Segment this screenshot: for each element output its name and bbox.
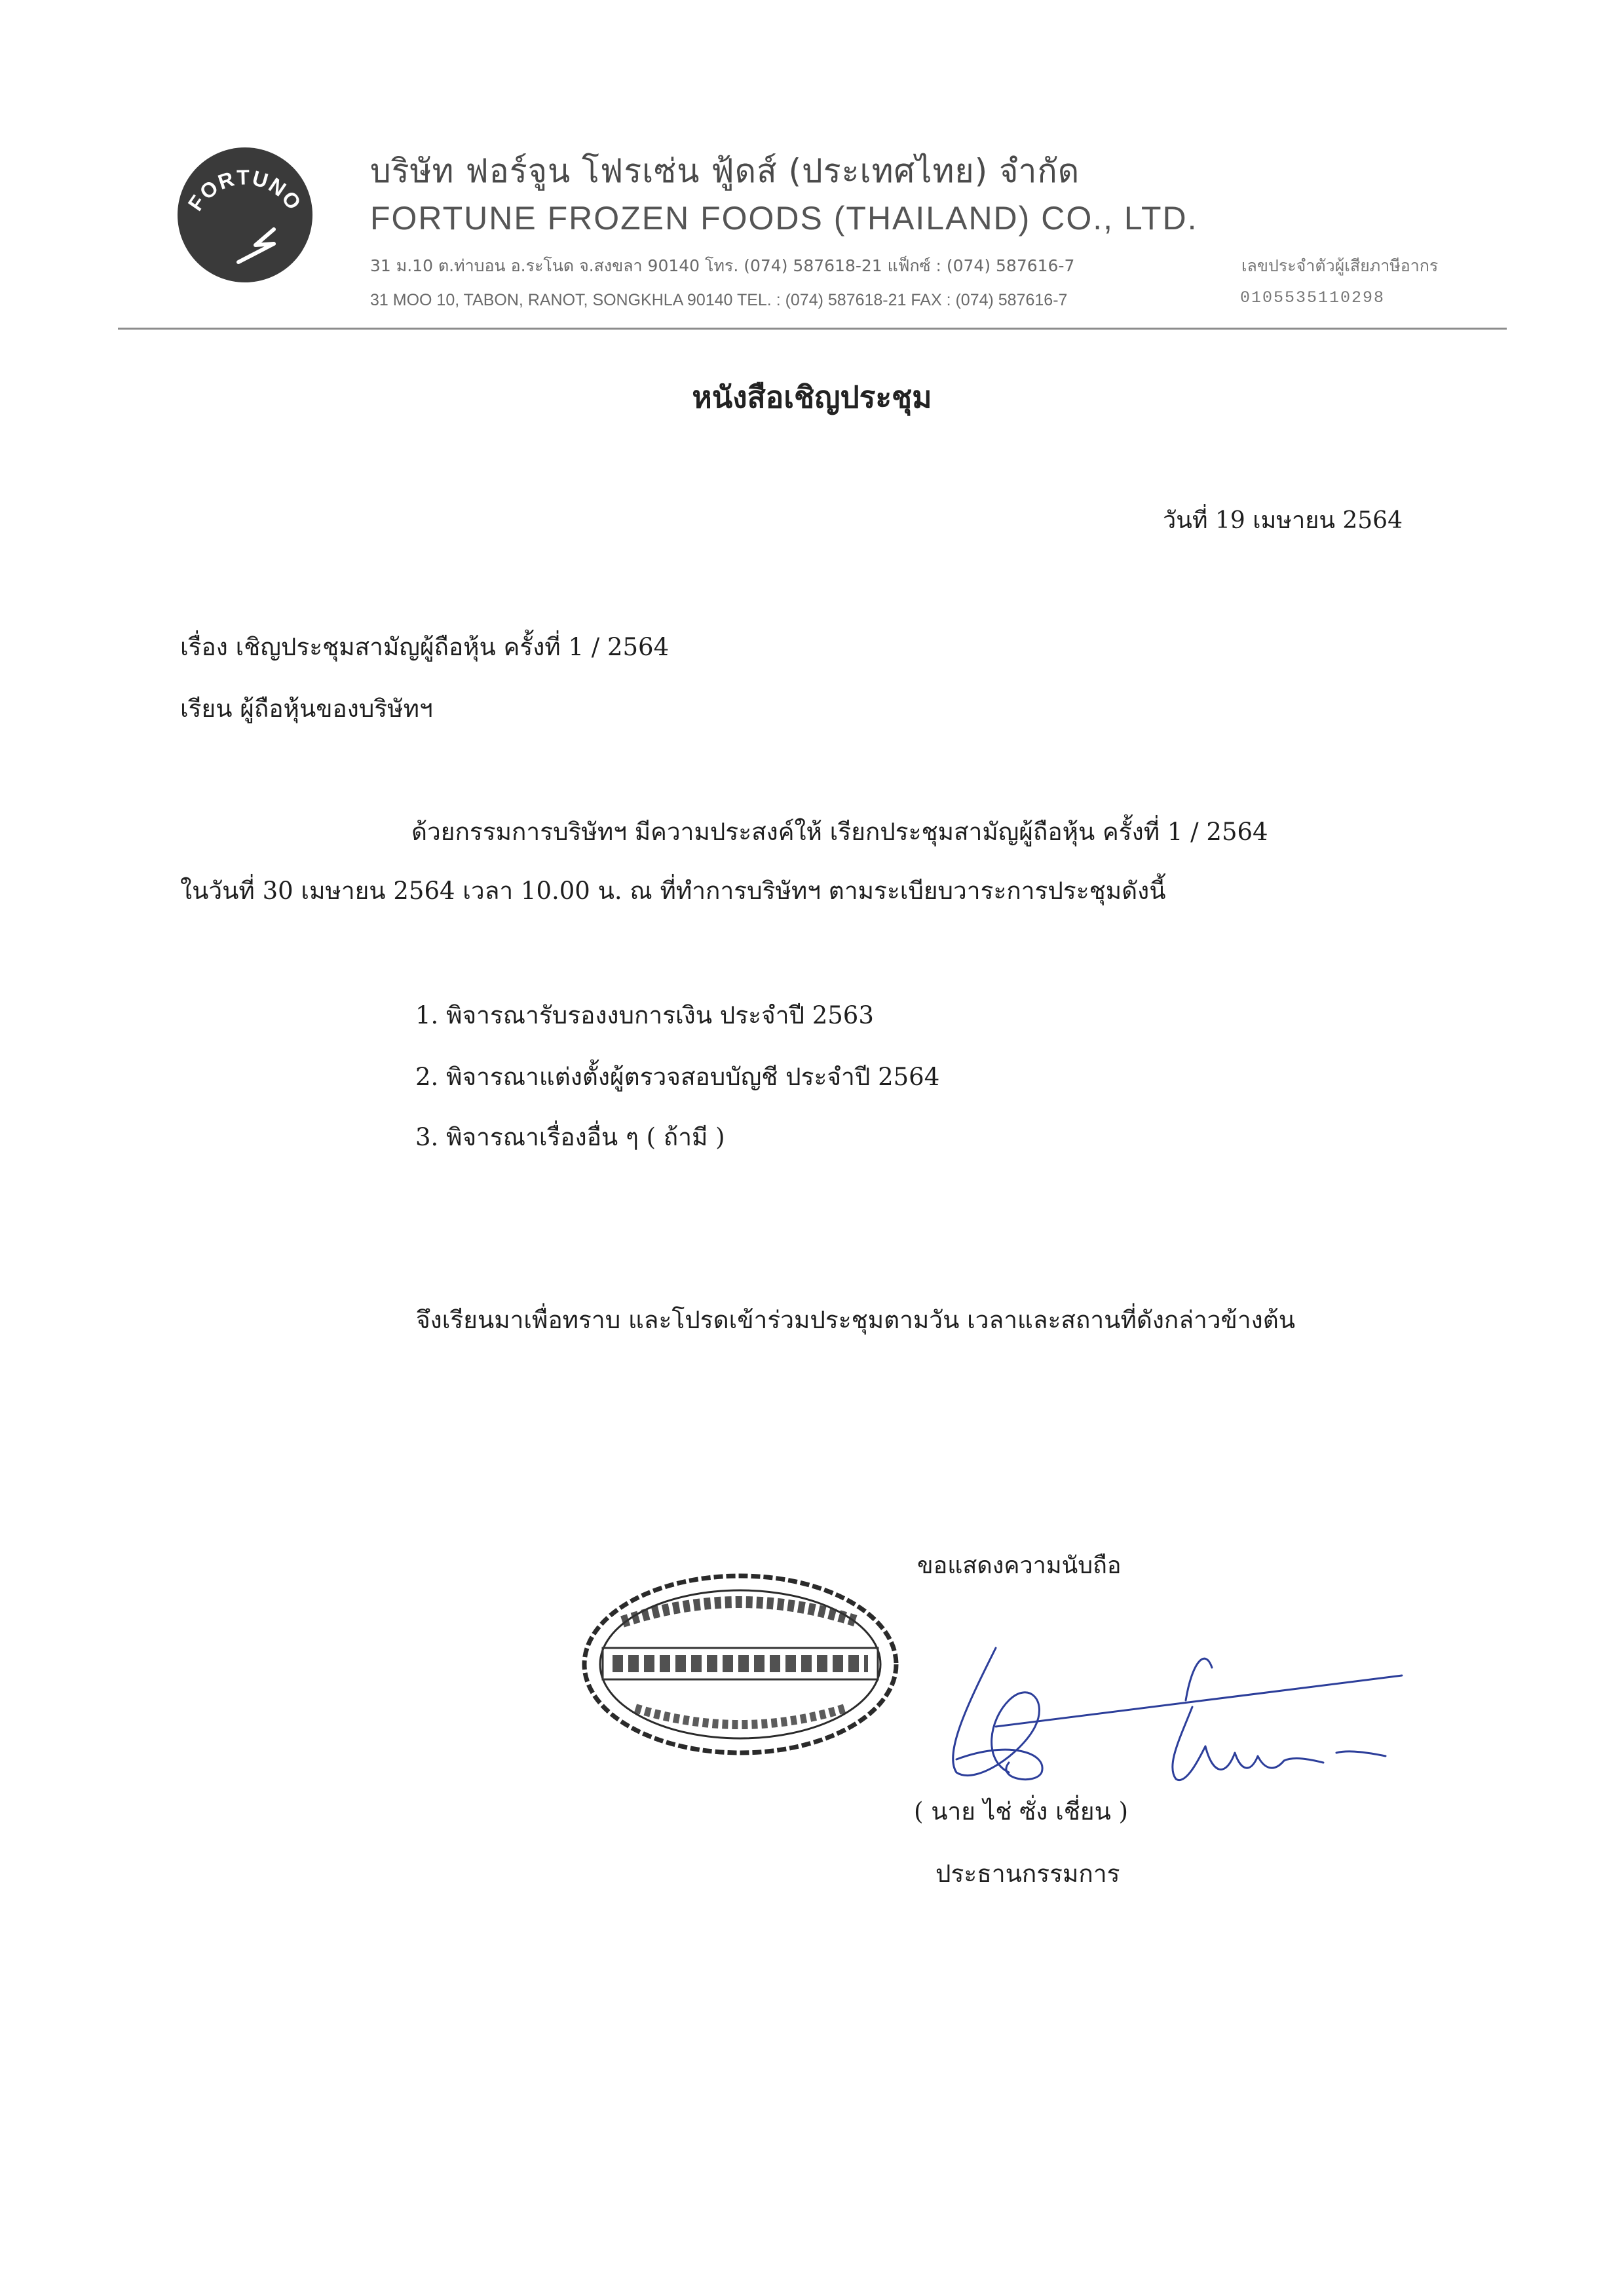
agenda-item: 2. พิจารณาแต่งตั้งผู้ตรวจสอบบัญชี ประจำปี 2564 [415,1063,940,1091]
body-paragraph-line-2: ในวันที่ 30 เมษายน 2564 เวลา 10.00 น. ณ ที่ทำการบริษัทฯ ตามระเบียบวาระการประชุมดังนี้ [180,877,1166,905]
address-thai: 31 ม.10 ต.ท่าบอน อ.ระโนด จ.สงขลา 90140 โทร. (074) 587618-21 แฟ็กซ์ : (074) 587616-7 [370,256,1075,275]
logo-text: FORTUNO [183,165,307,216]
signature [917,1622,1415,1818]
document-title: หนังสือเชิญประชุม [692,379,932,415]
recipient-line: เรียน ผู้ถือหุ้นของบริษัทฯ [180,695,433,723]
address-english: 31 MOO 10, TABON, RANOT, SONGKHLA 90140 TEL. : (074) 587618-21 FAX : (074) 587616-7 [370,291,1068,309]
subject-line: เรื่อง เชิญประชุมสามัญผู้ถือหุ้น ครั้งที่ 1 / 2564 [180,633,670,661]
letterhead-divider [118,328,1507,330]
company-name-english: FORTUNE FROZEN FOODS (THAILAND) CO., LTD. [370,200,1198,237]
closing-regards: ขอแสดงความนับถือ [917,1552,1122,1579]
agenda-item: 3. พิจารณาเรื่องอื่น ๆ ( ถ้ามี ) [415,1123,725,1151]
signer-title: ประธานกรรมการ [935,1860,1120,1888]
tax-id-number: 0105535110298 [1240,288,1386,307]
tax-id-label: เลขประจำตัวผู้เสียภาษีอากร [1241,256,1439,275]
agenda-item: 1. พิจารณารับรองงบการเงิน ประจำปี 2563 [415,1001,874,1029]
company-logo [176,145,314,284]
company-name-thai: บริษัท ฟอร์จูน โฟรเซ่น ฟู้ดส์ (ประเทศไทย) จำกัด [370,152,1080,190]
signer-name: ( นาย ไช่ ซั่ง เชี่ยน ) [914,1797,1129,1826]
closing-paragraph: จึงเรียนมาเพื่อทราบ และโปรดเข้าร่วมประชุมตามวัน เวลาและสถานที่ดังกล่าวข้างต้น [416,1306,1296,1334]
body-paragraph-line-1: ด้วยกรรมการบริษัทฯ มีความประสงค์ให้ เรียกประชุมสามัญผู้ถือหุ้น ครั้งที่ 1 / 2564 [411,818,1268,846]
document-date: วันที่ 19 เมษายน 2564 [1163,507,1403,534]
company-seal-stamp [576,1569,904,1759]
